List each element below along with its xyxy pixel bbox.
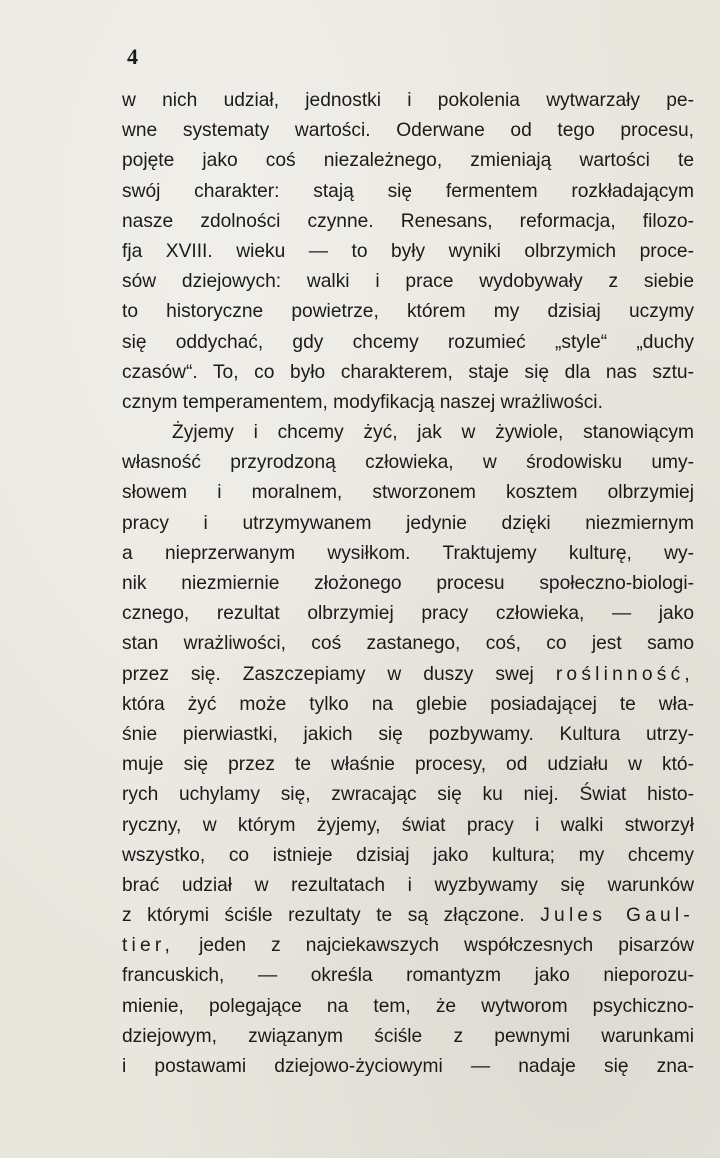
text-line: wszystko, co istnieje dzisiaj jako kultura; my chcemy (122, 844, 694, 866)
text-line: sów dziejowych: walki i prace wydobywały z siebie (122, 271, 694, 293)
text-line: pracy i utrzymywanem jedynie dzięki niezmiernym (122, 512, 694, 534)
text-line: dziejowym, związanym ściśle z pewnymi warunkami (122, 1025, 694, 1047)
paragraph-end-line: cznym temperamentem, modyfikacją naszej wrażliwości. (122, 391, 603, 413)
page-number: 4 (127, 44, 138, 69)
text-line: i postawami dziejowo-życiowymi — nadaje się zna- (122, 1056, 694, 1077)
body-text (122, 86, 694, 1082)
text-line: to historyczne powietrze, którem my dzisiaj uczymy (122, 301, 694, 323)
text-line: francuskich, — określa romantyzm jako nieporozu- (122, 965, 694, 987)
text-line (122, 660, 694, 690)
text-line: rych uchylamy się, zwracając się ku niej. Świat histo- (122, 784, 694, 806)
text-line: swój charakter: stają się fermentem rozkładającym (122, 180, 694, 202)
text-line: muje się przez te właśnie procesy, od udziału w któ- (122, 754, 694, 776)
author-name: Jules Gaul- (540, 905, 694, 927)
text-line: wne systematy wartości. Oderwane od tego procesu, (122, 120, 694, 142)
text-line: cznego, rezultat olbrzymiej pracy człowieka, — jako (122, 603, 694, 625)
text-line: a nieprzerwanym wysiłkom. Traktujemy kulturę, wy- (122, 542, 694, 564)
text-line: która żyć może tylko na glebie posiadającej te wła- (122, 693, 694, 715)
text-line (122, 931, 694, 961)
text-segment: z którymi ściśle rezultaty te są złączone. (122, 905, 525, 927)
text-line (122, 901, 694, 931)
text-line: własność przyrodzoną człowieka, w środowisku umy- (122, 452, 694, 474)
text-line: nasze zdolności czynne. Renesans, reformacja, filozo- (122, 210, 694, 232)
text-line: pojęte jako coś niezależnego, zmieniają wartości te (122, 150, 694, 172)
paragraph-start-line: Żyjemy i chcemy żyć, jak w żywiole, stanowiącym (172, 422, 694, 444)
text-line: fja XVIII. wieku — to były wyniki olbrzymich proce- (122, 240, 694, 262)
text-segment: jeden z najciekawszych współczesnych pisarzów (199, 935, 694, 957)
text-line: słowem i moralnem, stworzonem kosztem olbrzymiej (122, 482, 694, 504)
text-line: ryczny, w którym żyjemy, świat pracy i walki stworzył (122, 814, 694, 836)
text-line: nik niezmiernie złożonego procesu społeczno-biologi- (122, 573, 694, 594)
emphasized-word: roślinność, (555, 663, 694, 685)
text-line: mienie, polegające na tem, że wytworom psychiczno- (122, 995, 694, 1017)
text-line: czasów“. To, co było charakterem, staje się dla nas sztu- (122, 361, 694, 383)
text-line: śnie pierwiastki, jakich się pozbywamy. Kultura utrzy- (122, 723, 694, 745)
author-name-end: tier, (122, 935, 175, 957)
text-line: stan wrażliwości, coś zastanego, coś, co jest samo (122, 633, 694, 655)
text-line: brać udział w rezultatach i wyzbywamy się warunków (122, 874, 694, 896)
text-segment: przez się. Zaszczepiamy w duszy swej (122, 663, 534, 685)
text-line: w nich udział, jednostki i pokolenia wytwarzały pe- (122, 90, 694, 111)
text-line: się oddychać, gdy chcemy rozumieć „style“ „duchy (122, 331, 694, 353)
